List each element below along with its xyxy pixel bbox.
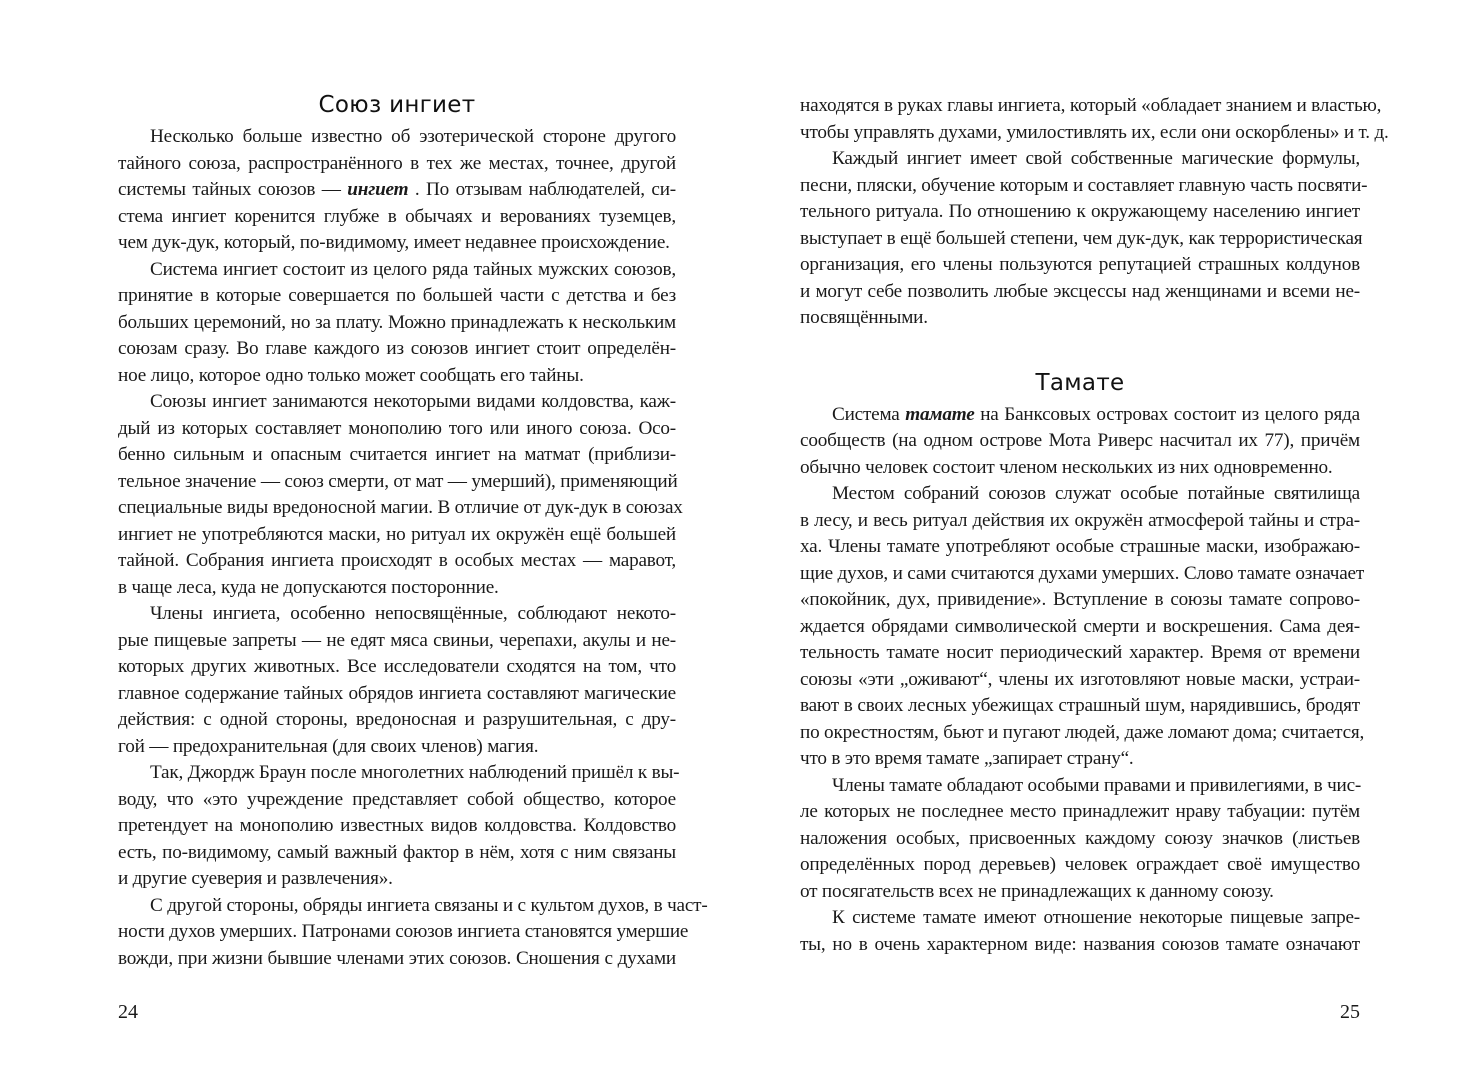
text-line: обычно человек состоит членом нескольких из них одновременно. (800, 456, 1333, 478)
text-line: действия: с одной стороны, вредоносная и разрушительная, с дру- (118, 709, 676, 730)
text-line: в чаще леса, куда не допускаются посторонние. (118, 576, 499, 598)
text-line: организация, его члены пользуются репутацией страшных колдунов (800, 254, 1360, 275)
text-line: ха. Члены тамате употребляют особые страшные маски, изображаю- (800, 536, 1360, 557)
text-line: тельного ритуала. По отношению к окружающему населению ингиет (800, 201, 1360, 222)
text-line: по окрестностям, бьют и пугают людей, даже ломают дома; считается, (800, 721, 1365, 743)
left-body-text (118, 124, 708, 972)
text-line: и другие суеверия и развлечения». (118, 868, 393, 889)
text-line: и могут себе позволить любые эксцессы над женщинами и всеми не- (800, 280, 1360, 302)
text-line: Несколько больше известно об эзотерической стороне другого (150, 126, 676, 147)
text-line: Каждый ингиет имеет свой собственные магические формулы, (832, 148, 1360, 169)
text-line: щие духов, и сами считаются духами умерших. Слово тамате означает (800, 562, 1365, 584)
text-line: определённых пород деревьев) человек ограждает своё имущество (800, 854, 1360, 875)
text-line: Система ингиет состоит из целого ряда тайных мужских союзов, (150, 258, 676, 280)
text-line: что в это время тамате „запирает страну“. (800, 748, 1134, 769)
left-page (0, 0, 728, 1080)
right-body-text-tamate (800, 402, 1365, 959)
right-page (728, 0, 1457, 1080)
text-line: выступает в ещё большей степени, чем дук-дук, как террористическая (800, 227, 1363, 249)
text-line: сообществ (на одном острове Мота Риверс насчитал их 77), причём (800, 430, 1360, 451)
text-line: претендует на монополию известных видов колдовства. Колдовство (118, 815, 676, 836)
text-line: тельное значение — союз смерти, от мат — умерший), применяющий (118, 470, 678, 492)
text-segment: на Банксовых островах состоит из целого ряда (974, 403, 1360, 425)
text-line: дый из которых составляет монополию того или иного союза. Осо- (118, 417, 676, 439)
text-line: тайной. Собрания ингиета происходят в особых местах — маравот, (118, 550, 676, 571)
text-line: ное лицо, которое одно только может сообщать его тайны. (118, 364, 584, 386)
text-line: есть, по-видимому, самый важный фактор в нём, хотя с ним связаны (118, 841, 676, 863)
section-gap (800, 332, 1360, 366)
text-line: Местом собраний союзов служат особые потайные святилища (832, 483, 1360, 504)
text-segment: системы тайных союзов — (118, 179, 348, 200)
left-text-column (118, 88, 708, 972)
section-heading-tamate: Тамате (1035, 369, 1125, 396)
text-line: главное содержание тайных обрядов ингиета составляют магические (118, 682, 676, 704)
section-heading-ingiet: Союз ингиет (318, 92, 476, 118)
text-line: союзы «эти „оживают“, члены их изготовляют новые маски, устраи- (800, 668, 1360, 690)
text-line: Так, Джордж Браун после многолетних наблюдений пришёл к вы- (150, 762, 680, 783)
emphasized-term: тамате (905, 403, 975, 425)
text-line: ности духов умерших. Патронами союзов ингиета становятся умершие (118, 921, 689, 942)
text-line: вают в своих лесных убежищах страшный шум, нарядившись, бродят (800, 695, 1360, 716)
text-line: гой — предохранительная (для своих членов) магия. (118, 735, 539, 757)
text-line: тельность тамате носит периодический характер. Время от времени (800, 642, 1360, 663)
page-number-right: 25 (1340, 1001, 1360, 1023)
text-line: принятие в которые совершается по большей части с детства и без (118, 285, 676, 306)
text-line: ждается обрядами символической смерти и воскрешения. Сама дея- (800, 615, 1360, 637)
text-line: стема ингиет коренится глубже в обычаях и верованиях туземцев, (118, 205, 676, 227)
text-line (118, 177, 676, 204)
text-line: посвящёнными. (800, 307, 928, 328)
text-line: союзам сразу. Во главе каждого из союзов ингиет стоит определён- (118, 338, 676, 359)
emphasized-term: ингиет (347, 179, 409, 200)
text-line: находятся в руках главы ингиета, который «обладает знанием и властью, (800, 95, 1382, 116)
text-line: ле которых не последнее место принадлежит нраву табуации: путём (800, 801, 1360, 822)
text-line: бенно сильным и опасным считается ингиет на матмат (приблизи- (118, 444, 676, 465)
text-line: в лесу, и весь ритуал действия их окружён атмосферой тайны и стра- (800, 509, 1360, 531)
text-segment: . По отзывам наблюдателей, си- (408, 179, 676, 200)
text-line: рые пищевые запреты — не едят мяса свиньи, черепахи, акулы и не- (118, 629, 676, 651)
text-line: тайного союза, распространённого в тех же местах, точнее, другой (118, 152, 676, 174)
text-line: Союзы ингиет занимаются некоторыми видами колдовства, каж- (150, 391, 676, 412)
text-line: «покойник, дух, привидение». Вступление в союзы тамате сопрово- (800, 589, 1360, 610)
text-line: Члены ингиета, особенно непосвящённые, соблюдают некото- (150, 603, 676, 624)
text-line: К системе тамате имеют отношение некоторые пищевые запре- (832, 907, 1360, 928)
text-line: Члены тамате обладают особыми правами и привилегиями, в чис- (832, 774, 1362, 796)
text-line: от посягательств всех не принадлежащих к данному союзу. (800, 880, 1274, 902)
text-line: специальные виды вредоносной магии. В отличие от дук-дук в союзах (118, 497, 683, 518)
text-line: С другой стороны, обряды ингиета связаны и с культом духов, в част- (150, 894, 708, 916)
text-line: воду, что «это учреждение представляет собой общество, которое (118, 788, 676, 810)
text-line: вожди, при жизни бывшие членами этих союзов. Сношения с духами (118, 947, 676, 969)
right-body-text-continued (800, 93, 1389, 332)
text-line (800, 402, 1360, 429)
text-segment: Система (832, 403, 906, 425)
text-line: ты, но в очень характерном виде: названия союзов тамате означают (800, 933, 1360, 955)
text-line: которых других животных. Все исследователи сходятся на том, что (118, 656, 676, 677)
text-line: песни, пляски, обучение которым и составляет главную часть посвяти- (800, 174, 1368, 196)
text-line: наложения особых, присвоенных каждому союзу значков (листьев (800, 827, 1360, 849)
text-line: чтобы управлять духами, умилостивлять их, если они оскорблены» и т. д. (800, 121, 1389, 143)
text-line: чем дук-дук, который, по-видимому, имеет недавнее происхождение. (118, 232, 670, 253)
page-number-left: 24 (118, 1001, 138, 1023)
text-line: больших церемоний, но за плату. Можно принадлежать к нескольким (118, 311, 676, 333)
text-line: ингиет не употребляются маски, но ритуал их окружён ещё большей (118, 523, 676, 545)
right-text-column (800, 93, 1389, 958)
